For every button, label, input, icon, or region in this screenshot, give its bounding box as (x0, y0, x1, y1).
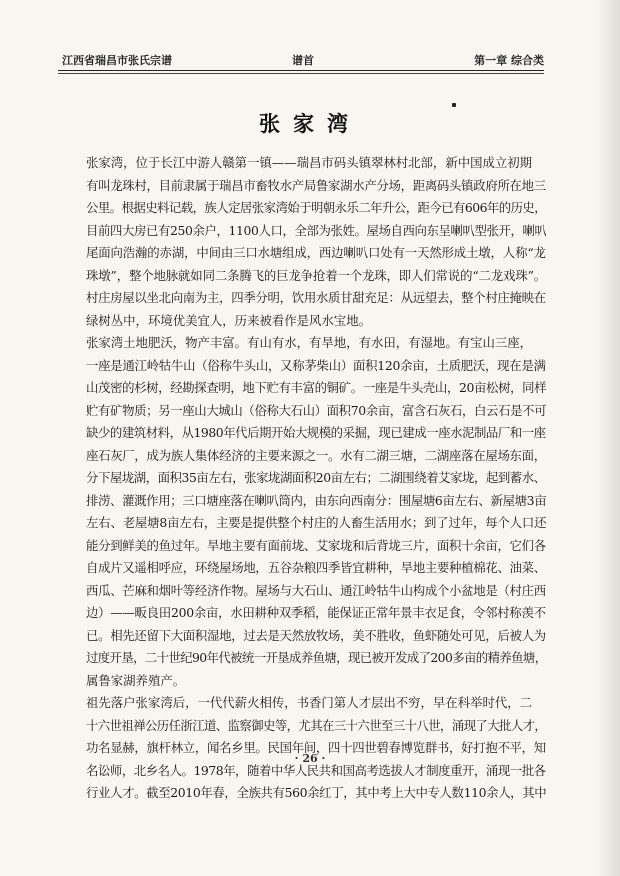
page-number: · 26 · (294, 752, 326, 765)
text-line: 行业人才。截至2010年春，全族共有560余红丁，其中考上大中专人数110余人，其中 (86, 785, 546, 800)
text-line: 山茂密的杉树，经勘探查明，地下贮有丰富的铜矿。一座是牛头壳山，20亩松树，同样 (86, 380, 546, 395)
text-line: 贮有矿物质；另一座山大城山（俗称大石山）面积70余亩，富含石灰石，白云石是不可 (86, 402, 546, 418)
text-line: 尾面向浩瀚的赤湖，中间由三口水塘组成，西边喇叭口处有一天然形成土墩，人称“龙 (86, 245, 546, 260)
header-left-text: 江西省瑞昌市张氏宗谱 (62, 54, 172, 67)
text-line: 一座是通江岭牯牛山（俗称牛头山，又称茅柴山）面积120余亩，土质肥沃，现在是满 (86, 357, 546, 373)
text-line: 左右、老屋塘8亩左右，主要是提供整个村庄的人畜生活用水；到了过年，每个人口还 (86, 515, 546, 530)
text-line: 自成片又遥相呼应，环绕屋场地，五谷杂粮四季皆宜耕种，旱地主要种植棉花、油菜、 (86, 560, 546, 575)
text-line: 名讼师，北乡名人。1978年，随着中华人民共和国高考选拔人才制度重开，涌现一批各 (86, 762, 546, 778)
text-line: 座石灰厂，成为族人集体经济的主要来源之一。水有二湖三塘，二湖座落在屋场东面， (86, 447, 546, 463)
text-line: 西瓜、芒麻和烟叶等经济作物。屋场与大石山、通江岭牯牛山构成个小盆地是（村庄西 (86, 582, 546, 598)
text-line: 边）——畈良田200余亩，水田耕种双季稻，能保证正常年景丰衣足食，令邻村称羡不 (86, 605, 546, 620)
paragraph-2 (86, 332, 546, 692)
page-title: 张家湾 (259, 111, 361, 136)
text-line: 十六世祖禅公历任浙江道、监察御史等，尤其在三十六世至三十八世，涌现了大批人才， (86, 717, 546, 733)
text-line: 缺少的建筑材料，从1980年代后期开始大规模的采掘，现已建成一座水泥制品厂和一座 (86, 425, 546, 440)
text-line: 功名显赫，旗杆林立，闻名乡里。民国年间，四十四世碧春博览群书，好打抱不平，知 (86, 740, 546, 755)
text-line: 有叫龙珠村，目前隶属于瑞昌市畜牧水产局鲁家湖水产分场，距离码头镇政府所在地三 (86, 177, 546, 193)
text-line: 排涝、灌溉作用；三口塘座落在喇叭筒内，由东向西南分：围屋塘6亩左右、新屋塘3亩 (86, 492, 546, 508)
text-line: 公里。根据史料记载，族人定居张家湾始于明朝永乐二年升公，距今已有606年的历史， (86, 200, 546, 215)
text-line: 过度开垦，二十世纪90年代被统一开垦成养鱼塘，现已被开发成了200多亩的精养鱼塘， (86, 650, 546, 665)
text-line: 张家湾土地肥沃，物产丰富。有山有水，有旱地，有水田，有湿地。有宝山三座， (86, 335, 533, 350)
paragraph-1 (86, 152, 546, 332)
body-text (86, 152, 546, 805)
scan-speck (452, 103, 456, 107)
paragraph-3 (86, 692, 546, 805)
text-line: 能分到鲜美的鱼过年。旱地主要有面前垅、艾家垅和后背垅三片，面积十余亩，它们各 (86, 537, 546, 553)
text-line: 属鲁家湖养殖产。 (86, 672, 186, 688)
header-rule (58, 70, 544, 71)
text-line: 张家湾，位于长江中游人赣第一镇——瑞昌市码头镇翠林村北部，新中国成立初期 (86, 155, 533, 170)
text-line: 珠墩”，整个地脉就如同二条腾飞的巨龙争抢着一个龙珠，即人们常说的“二龙戏珠”。 (86, 267, 546, 283)
text-line: 分下屋垅湖，面积35亩左右，张家垅湖面积20亩左右；二湖围绕着艾家垅，起到蓄水、 (86, 470, 546, 485)
text-line: 绿树丛中，环境优美宜人，历来被看作是风水宝地。 (86, 312, 371, 328)
header-rule-thin (58, 73, 544, 74)
text-line: 已。相先还留下大面积湿地，过去是天然放牧场，美不胜收，鱼虾随处可见，后被人为 (86, 627, 546, 643)
header-center-text: 谱首 (292, 54, 314, 67)
scan-edge-shadow (596, 0, 620, 876)
text-line: 村庄房屋以坐北向南为主，四季分明，饮用水质甘甜充足：从远望去，整个村庄掩映在 (86, 290, 546, 305)
text-line: 目前四大房已有250余户，1100人口，全部为张姓。屋场自西向东呈喇叭型张开，喇叭 (86, 222, 546, 238)
text-line: 祖先落户张家湾后，一代代薪火相传，书香门第人才层出不穷，早在科举时代，二 (86, 695, 533, 710)
header-right-text: 第一章 综合类 (474, 54, 544, 67)
running-header (62, 50, 544, 70)
